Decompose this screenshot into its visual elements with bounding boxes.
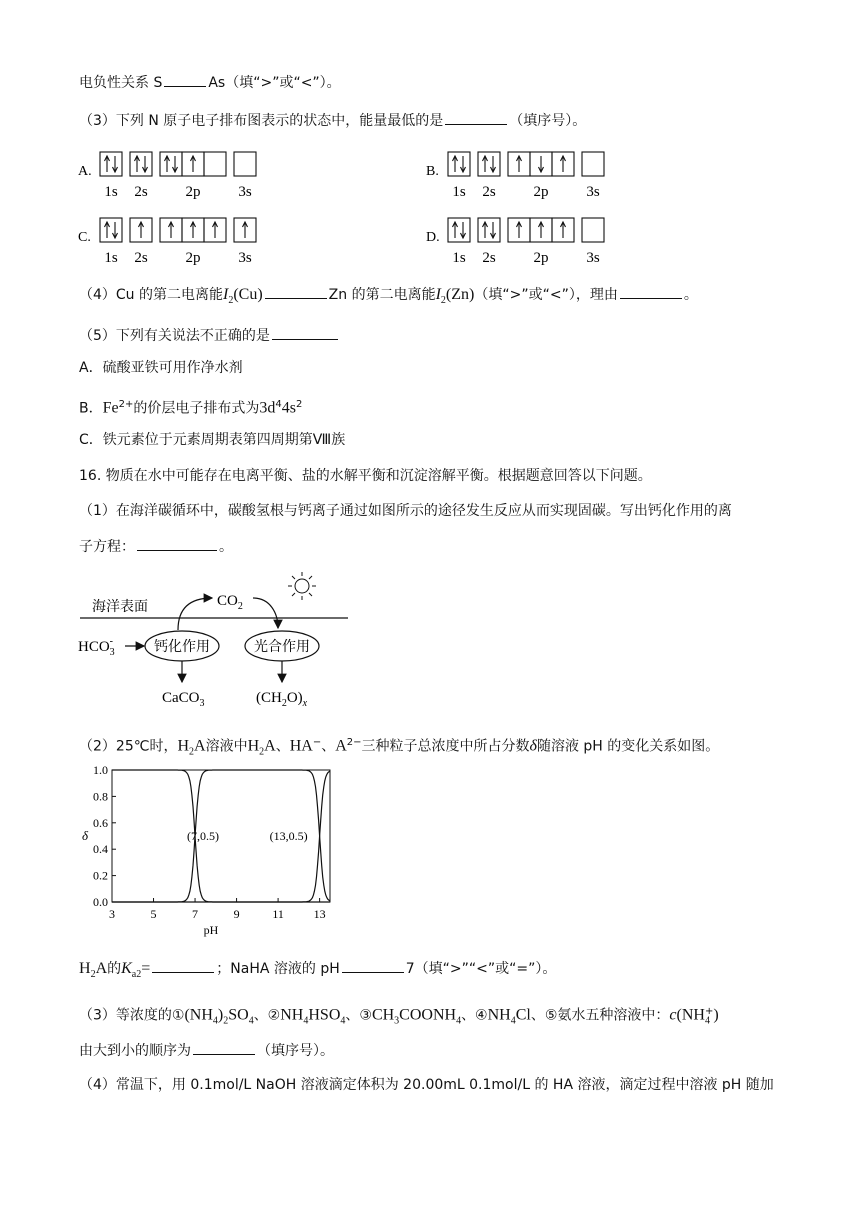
orbital-sublevel-label: 2s [482, 250, 496, 265]
orbital-box [204, 152, 226, 176]
text: （填“>”或“<”），理由 [474, 287, 618, 303]
text: 、 [275, 738, 290, 755]
formula: ( [676, 1006, 682, 1024]
ocean-surface-label: 海洋表面 [92, 600, 148, 615]
y-tick-label: 0.6 [93, 815, 108, 830]
orbital-sublevel-label: 3s [586, 184, 600, 200]
orbital-box [100, 152, 122, 176]
config: 3d [259, 399, 276, 417]
q16-part3-line2 [79, 1040, 334, 1061]
symbol: δ [529, 737, 537, 755]
hco3-sub: 3 [109, 647, 115, 658]
co2-release-arrow [178, 598, 212, 630]
y-tick-label: 0.4 [93, 842, 108, 857]
orbital-sublevel-label: 1s [104, 184, 118, 200]
text: 、④ [461, 1007, 488, 1024]
ch2o-label [256, 690, 308, 709]
text: （填序号）。 [257, 1043, 334, 1059]
formula: NH [487, 1006, 511, 1024]
subscript: 2 [90, 968, 96, 980]
y-axis-label: δ [82, 828, 89, 843]
x-tick-label: 7 [192, 907, 199, 921]
formula: CH [371, 1006, 395, 1024]
superscript: 2− [346, 737, 362, 748]
option-c [79, 430, 345, 450]
orbital-sublevel-label: 1s [452, 184, 466, 200]
text: (Cu) [233, 286, 263, 303]
orbital-option-a [78, 152, 256, 200]
question-text: （3）下列 N 原子电子排布图表示的状态中，能量最低的是 [79, 113, 444, 129]
orbital-box [582, 152, 604, 176]
y-tick-label: 1.0 [93, 763, 108, 777]
ch2o-text: (CH [256, 690, 282, 706]
electronegativity-line [79, 72, 341, 93]
option-label: A. [78, 164, 92, 179]
text: 的 [107, 961, 122, 977]
sun-icon [288, 572, 316, 600]
subscript: a2 [131, 968, 142, 980]
orbital-box [160, 152, 182, 176]
text: （3）等浓度的① [79, 1007, 185, 1024]
formula: HA [289, 737, 313, 755]
caco3-text: CaCO [162, 690, 200, 706]
text: （1）在海洋碳循环中，碳酸氢根与钙离子通过如图所示的途径发生反应从而实现固碳。写出钙化作用的离 [79, 503, 732, 519]
orbital-sublevel-label: 3s [586, 250, 600, 265]
option-b [79, 395, 302, 419]
subscript: 2 [259, 746, 265, 758]
orbital-sublevel-label: 2p [533, 250, 549, 265]
subscript: 2 [223, 1015, 229, 1027]
formula: NH [681, 1006, 705, 1024]
x-tick-label: 3 [109, 907, 115, 921]
superscript: 2+ [118, 399, 134, 410]
formula: ) [713, 1006, 719, 1024]
q16-part1-line2 [79, 536, 233, 557]
text: B． [79, 400, 103, 417]
formula: NH [280, 1006, 304, 1024]
ch2o-sub: 2 [281, 698, 287, 709]
option-label: B. [426, 164, 439, 179]
text: 、 [321, 738, 336, 755]
x-axis-label: pH [203, 923, 219, 937]
text: 由大到小的顺序为 [79, 1043, 191, 1059]
carbon-cycle-diagram [70, 568, 370, 716]
text: 、② [253, 1007, 281, 1024]
subscript: 2 [228, 294, 234, 306]
text: A．硫酸亚铁可用作净水剂 [79, 360, 243, 376]
q16-title [79, 466, 652, 486]
formula: (NH [184, 1006, 213, 1024]
subscript: 4 [248, 1015, 254, 1027]
symbol: Fe [102, 399, 119, 417]
point-annotation: (13,0.5) [269, 829, 308, 843]
answer-blank[interactable] [152, 958, 214, 973]
answer-blank[interactable] [193, 1040, 255, 1055]
orbital-option-b [426, 152, 604, 200]
answer-blank[interactable] [265, 284, 327, 299]
orbital-sublevel-label: 2s [134, 184, 148, 200]
formula: ) [217, 1006, 224, 1024]
q15-part3 [79, 110, 586, 131]
q16-part3 [79, 1002, 719, 1031]
subscript: 4 [340, 1015, 346, 1027]
orbital-sublevel-label: 1s [452, 250, 466, 265]
subscript: 2 [440, 294, 446, 306]
orbital-option-d [426, 218, 604, 265]
answer-blank[interactable] [137, 536, 217, 551]
orbital-option-c [78, 218, 256, 265]
orbital-box [478, 218, 500, 242]
y-tick-label: 0.0 [93, 895, 108, 909]
formula: A [194, 737, 206, 755]
text: 电负性关系 S [79, 75, 163, 91]
co2-uptake-arrow [253, 598, 278, 628]
x-tick-label: 11 [272, 907, 284, 921]
text: 的价层电子排布式为 [133, 400, 260, 417]
orbital-sublevel-label: 2s [134, 250, 148, 265]
orbital-sublevel-label: 2p [185, 250, 201, 265]
superscript: + [704, 1006, 714, 1017]
orbital-box [448, 152, 470, 176]
symbol: K [121, 960, 132, 977]
subscript: 4 [456, 1015, 462, 1027]
x-tick-label: 9 [233, 907, 240, 921]
orbital-sublevel-label: 1s [104, 250, 118, 265]
y-tick-label: 0.8 [93, 789, 108, 804]
hco3-text: HCO [78, 639, 110, 655]
text: 7（填“>”“<”或“=”）。 [405, 961, 557, 977]
text: 。 [683, 287, 698, 303]
subscript: 3 [394, 1015, 400, 1027]
question-text: （5）下列有关说法不正确的是 [79, 328, 270, 344]
q16-part4 [79, 1075, 774, 1095]
text: 三种粒子总浓度中所占分数 [361, 738, 530, 755]
text: 、③ [345, 1007, 372, 1024]
text: (Zn) [445, 286, 475, 303]
symbol: I [435, 286, 441, 303]
orbital-sublevel-label: 2p [533, 184, 549, 200]
formula: A [264, 737, 276, 755]
formula: H [79, 960, 91, 977]
option-label: C. [78, 230, 91, 245]
hco3-label [78, 636, 115, 658]
q15-part4 [79, 284, 698, 311]
answer-blank[interactable] [342, 958, 404, 973]
formula: HSO [308, 1006, 341, 1024]
config: 4s [281, 399, 296, 417]
caco3-label [162, 690, 205, 709]
subscript: 4 [704, 1015, 710, 1027]
text: （2）25℃时， [79, 738, 178, 755]
text: C．铁元素位于元素周期表第四周期第Ⅷ族 [79, 432, 346, 448]
ch2o-x: x [302, 698, 308, 709]
text: 随溶液 pH 的变化关系如图。 [536, 738, 720, 755]
text: As（填“>”或“<”）。 [208, 75, 341, 91]
co2-label [217, 593, 243, 612]
point-annotation: (7,0.5) [187, 829, 220, 843]
superscript: 4 [275, 399, 282, 410]
orbital-diagrams [0, 140, 860, 265]
calcification-label: 钙化作用 [154, 640, 210, 655]
ch2o-text-b: O) [286, 690, 303, 706]
subscript: 4 [212, 1015, 218, 1027]
text: Zn 的第二电离能 [328, 287, 436, 303]
text: （4）常温下，用 0.1mol/L NaOH 溶液滴定体积为 20.00mL 0.1mol/L 的 HA 溶液，滴定过程中溶液 pH 随加 [79, 1077, 774, 1093]
co2-text: CO [217, 593, 238, 609]
text: 子方程： [79, 539, 135, 555]
orbital-box [234, 152, 256, 176]
subscript: 2 [189, 746, 195, 758]
text: （填序号）。 [509, 113, 587, 129]
text: = [141, 960, 151, 977]
subscript: 4 [303, 1015, 309, 1027]
photosynthesis-label: 光合作用 [254, 640, 310, 655]
question-title: 16. 物质在水中可能存在电离平衡、盐的水解平衡和沉淀溶解平衡。根据题意回答以下问题。 [79, 468, 652, 484]
caco3-sub: 3 [199, 698, 205, 709]
formula: H [177, 737, 190, 755]
formula: SO [228, 1006, 249, 1024]
orbital-sublevel-label: 3s [238, 250, 252, 265]
x-tick-label: 5 [150, 907, 157, 921]
q16-part2-answer [79, 958, 556, 985]
q16-part2 [79, 733, 719, 762]
option-label: D. [426, 230, 440, 245]
text: ；NaHA 溶液的 pH [216, 961, 340, 977]
orbital-box [478, 152, 500, 176]
subscript: 4 [510, 1015, 516, 1027]
formula: COONH [399, 1006, 457, 1024]
text: （4）Cu 的第二电离能 [79, 287, 224, 303]
x-tick-label: 13 [313, 907, 326, 921]
text: 、⑤氨水五种溶液中： [530, 1007, 670, 1024]
answer-blank[interactable] [272, 325, 338, 340]
co2-sub: 2 [237, 601, 243, 612]
option-a [79, 358, 243, 378]
formula: H [247, 737, 260, 755]
superscript: − [312, 737, 322, 748]
text: 。 [219, 539, 233, 555]
orbital-box [130, 152, 152, 176]
orbital-box [100, 218, 122, 242]
orbital-sublevel-label: 2p [185, 184, 201, 200]
answer-blank[interactable] [445, 110, 507, 125]
text: 溶液中 [205, 738, 248, 755]
answer-blank[interactable] [164, 72, 206, 87]
orbital-sublevel-label: 2s [482, 184, 496, 200]
q15-part5 [79, 325, 340, 346]
y-tick-label: 0.2 [93, 868, 108, 883]
symbol: c [669, 1006, 677, 1024]
orbital-sublevel-label: 3s [238, 184, 252, 200]
q16-part1-line1 [79, 501, 732, 521]
hco3-sup: - [109, 636, 114, 647]
formula: A [95, 960, 108, 977]
answer-blank[interactable] [620, 284, 682, 299]
superscript: 2 [295, 399, 303, 410]
orbital-box [448, 218, 470, 242]
symbol: I [223, 286, 229, 303]
formula: Cl [515, 1006, 531, 1024]
formula: A [335, 737, 347, 755]
orbital-box [582, 218, 604, 242]
distribution-chart [72, 762, 342, 942]
